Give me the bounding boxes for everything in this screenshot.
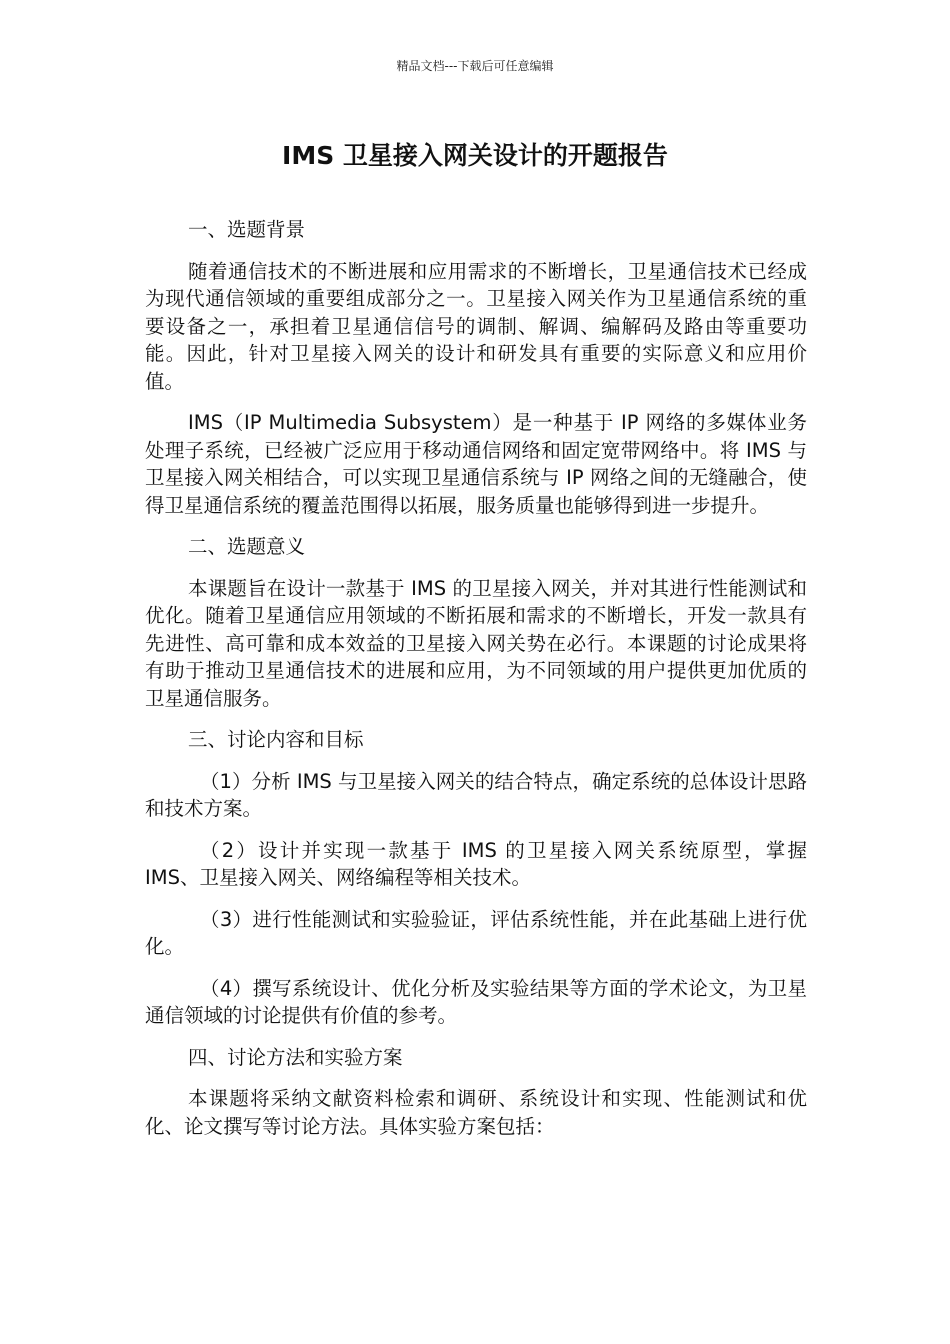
document-body — [145, 216, 807, 1154]
goal-item-3: （3）进行性能测试和实验验证，评估系统性能，并在此基础上进行优化。 — [145, 907, 807, 958]
header-note: 精品文档---下载后可任意编辑 — [396, 59, 554, 73]
section-heading-content-goals: 三、讨论内容和目标 — [188, 728, 364, 751]
section-heading-background: 一、选题背景 — [188, 218, 306, 241]
goal-item-2: （2）设计并实现一款基于 IMS 的卫星接入网关系统原型，掌握 IMS、卫星接入网关、网络编程等相关技术。 — [145, 838, 807, 889]
paragraph-significance: 本课题旨在设计一款基于 IMS 的卫星接入网关，并对其进行性能测试和优化。随着卫星通信应用领域的不断拓展和需求的不断增长，开发一款具有先进性、高可靠和成本效益的卫星接入网关势在必行。本课题的讨论成果将有助于推动卫星通信技术的进展和应用，为不同领域的用户提供更加优质的卫星通信服务。 — [145, 576, 807, 710]
goal-item-1: （1）分析 IMS 与卫星接入网关的结合特点，确定系统的总体设计思路和技术方案。 — [145, 769, 807, 820]
paragraph-background-2: IMS（IP Multimedia Subsystem）是一种基于 IP 网络的多媒体业务处理子系统，已经被广泛应用于移动通信网络和固定宽带网络中。将 IMS 与卫星接入网关相结合，可以实现卫星通信系统与 IP 网络之间的无缝融合，使得卫星通信系统的覆盖范围得以拓展，服务质量也能够得到进一步提升。 — [145, 411, 807, 517]
section-heading-significance: 二、选题意义 — [188, 535, 306, 558]
paragraph-methods: 本课题将采纳文献资料检索和调研、系统设计和实现、性能测试和优化、论文撰写等讨论方法。具体实验方案包括： — [145, 1087, 807, 1138]
document-title: IMS 卫星接入网关设计的开题报告 — [282, 141, 668, 170]
goal-item-4: （4）撰写系统设计、优化分析及实验结果等方面的学术论文，为卫星通信领域的讨论提供有价值的参考。 — [145, 976, 807, 1027]
section-heading-methods: 四、讨论方法和实验方案 — [188, 1045, 403, 1069]
paragraph-background-1: 随着通信技术的不断进展和应用需求的不断增长，卫星通信技术已经成为现代通信领域的重要组成部分之一。卫星接入网关作为卫星通信系统的重要设备之一，承担着卫星通信信号的调制、解调、编解码及路由等重要功能。因此，针对卫星接入网关的设计和研发具有重要的实际意义和应用价值。 — [145, 259, 807, 393]
